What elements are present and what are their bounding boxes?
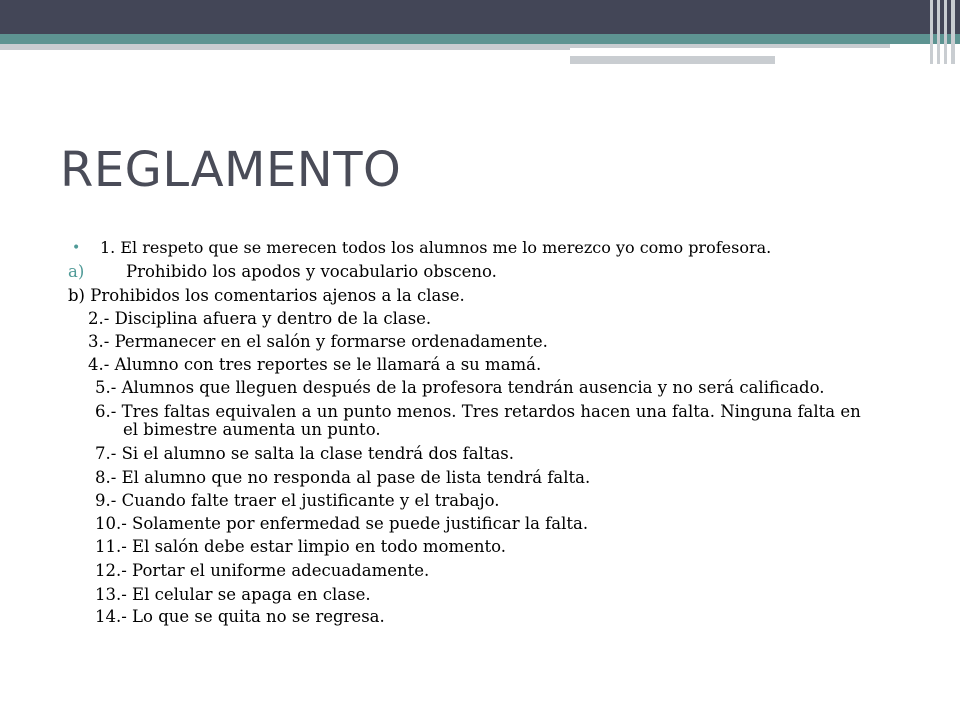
rule-14: 14.- Lo que se quita no se regresa. xyxy=(95,607,385,626)
rule-12: 12.- Portar el uniforme adecuadamente. xyxy=(95,561,430,580)
rule-9: 9.- Cuando falte traer el justificante y el trabajo. xyxy=(95,491,500,510)
bullet-icon: • xyxy=(72,240,81,256)
rule-5: 5.- Alumnos que lleguen después de la profesora tendrán ausencia y no será calificado. xyxy=(95,378,825,397)
header-vertical-line xyxy=(937,0,940,64)
list-marker-a: a) xyxy=(68,262,85,281)
header-dark-band xyxy=(0,0,960,34)
rule-b: b) Prohibidos los comentarios ajenos a la clase. xyxy=(68,286,465,305)
rule-2: 2.- Disciplina afuera y dentro de la clase. xyxy=(88,309,432,328)
slide-title: REGLAMENTO xyxy=(60,142,402,198)
header-vertical-line xyxy=(951,0,955,64)
rule-a: Prohibido los apodos y vocabulario obsceno. xyxy=(126,262,497,281)
rule-8: 8.- El alumno que no responda al pase de lista tendrá falta. xyxy=(95,468,591,487)
rule-13: 13.- El celular se apaga en clase. xyxy=(95,585,371,604)
header-vertical-line xyxy=(944,0,947,64)
rule-7: 7.- Si el alumno se salta la clase tendrá dos faltas. xyxy=(95,444,514,463)
header-gray-strip-short xyxy=(570,56,775,64)
rule-6: 6.- Tres faltas equivalen a un punto menos. Tres retardos hacen una falta. Ninguna falta en xyxy=(95,402,861,421)
rule-3: 3.- Permanecer en el salón y formarse ordenadamente. xyxy=(88,332,548,351)
header-teal-band xyxy=(0,34,960,44)
rule-11: 11.- El salón debe estar limpio en todo momento. xyxy=(95,537,507,556)
rule-10: 10.- Solamente por enfermedad se puede justificar la falta. xyxy=(95,514,589,533)
rule-4: 4.- Alumno con tres reportes se le llamará a su mamá. xyxy=(88,355,542,374)
rule-1: 1. El respeto que se merecen todos los alumnos me lo merezco yo como profesora. xyxy=(100,238,772,257)
header-gray-strip xyxy=(0,44,570,50)
header-vertical-line xyxy=(930,0,933,64)
header-white-line xyxy=(570,50,890,52)
rule-6-continued: el bimestre aumenta un punto. xyxy=(123,420,381,439)
header-gray-strip-right xyxy=(570,44,890,48)
